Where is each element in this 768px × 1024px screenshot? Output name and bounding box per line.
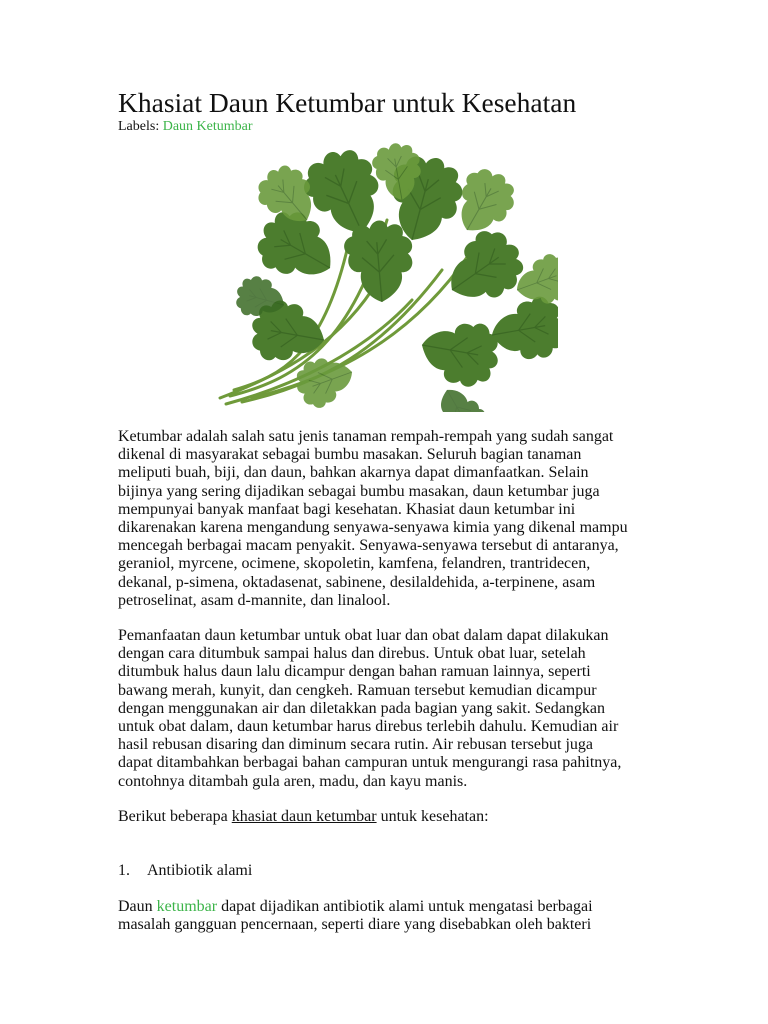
list-item-label: Antibiotik alami (147, 862, 253, 879)
list-item-1 (118, 862, 678, 880)
link-ketumbar[interactable]: ketumbar (156, 898, 218, 915)
page-title: Khasiat Daun Ketumbar untuk Kesehatan (118, 87, 577, 118)
link-khasiat-daun-ketumbar[interactable]: khasiat daun ketumbar (231, 808, 377, 825)
labels-prefix: Labels: (118, 119, 160, 134)
paragraph-intro: Ketumbar adalah salah satu jenis tanaman rempah-rempah yang sudah sangat dikenal di masyarakat sebagai bumbu masakan. Seluruh bagian tanaman meliputi buah, biji, dan daun, bahkan akarnya dapat dimanfaatkan. Selain bijinya yang sering dijadikan sebagai bumbu masakan, daun ketumbar juga mempunyai banyak manfaat bagi kesehatan. Khasiat daun ketumbar ini dikarenakan karena mengandung senyawa-senyawa kimia yang dikenal mampu mencegah berbagai macam penyakit. Senyawa-senyawa tersebut di antaranya, geraniol, myrcene, ocimene, skopoletin, kamfena, felandren, trantridecen, dekanal, p-simena, oktadasenat, sabinene, desilaldehida, a-terpinene, asam petroselinat, asam d-mannite, dan linalool. (118, 428, 628, 609)
paragraph-benefits-intro: Berikut beberapa khasiat daun ketumbar untuk kesehatan: (118, 808, 489, 825)
paragraph-antibiotic: Daun ketumbar dapat dijadikan antibiotik alami untuk mengatasi berbagai masalah gangguan pencernaan, seperti diare yang disebabkan oleh bakteri (118, 898, 593, 934)
label-link-daun-ketumbar[interactable]: Daun Ketumbar (162, 119, 253, 134)
coriander-leaves-image (212, 140, 558, 412)
labels-line (118, 118, 253, 136)
paragraph-usage: Pemanfaatan daun ketumbar untuk obat luar dan obat dalam dapat dilakukan dengan cara ditumbuk sampai halus dan direbus. Untuk obat luar, setelah ditumbuk halus daun lalu dicampur dengan bahan ramuan lainnya, seperti bawang merah, kunyit, dan cengkeh. Ramuan tersebut kemudian dicampur dengan menggunakan air dan diletakkan pada bagian yang sakit. Sedangkan untuk obat dalam, daun ketumbar harus direbus terlebih dahulu. Kemudian air hasil rebusan disaring dan diminum secara rutin. Air rebusan tersebut juga dapat ditambahkan berbagai bahan campuran untuk mengurangi rasa pahitnya, contohnya ditambah gula aren, madu, dan kayu manis. (118, 627, 622, 790)
list-item-number: 1. (118, 862, 130, 879)
